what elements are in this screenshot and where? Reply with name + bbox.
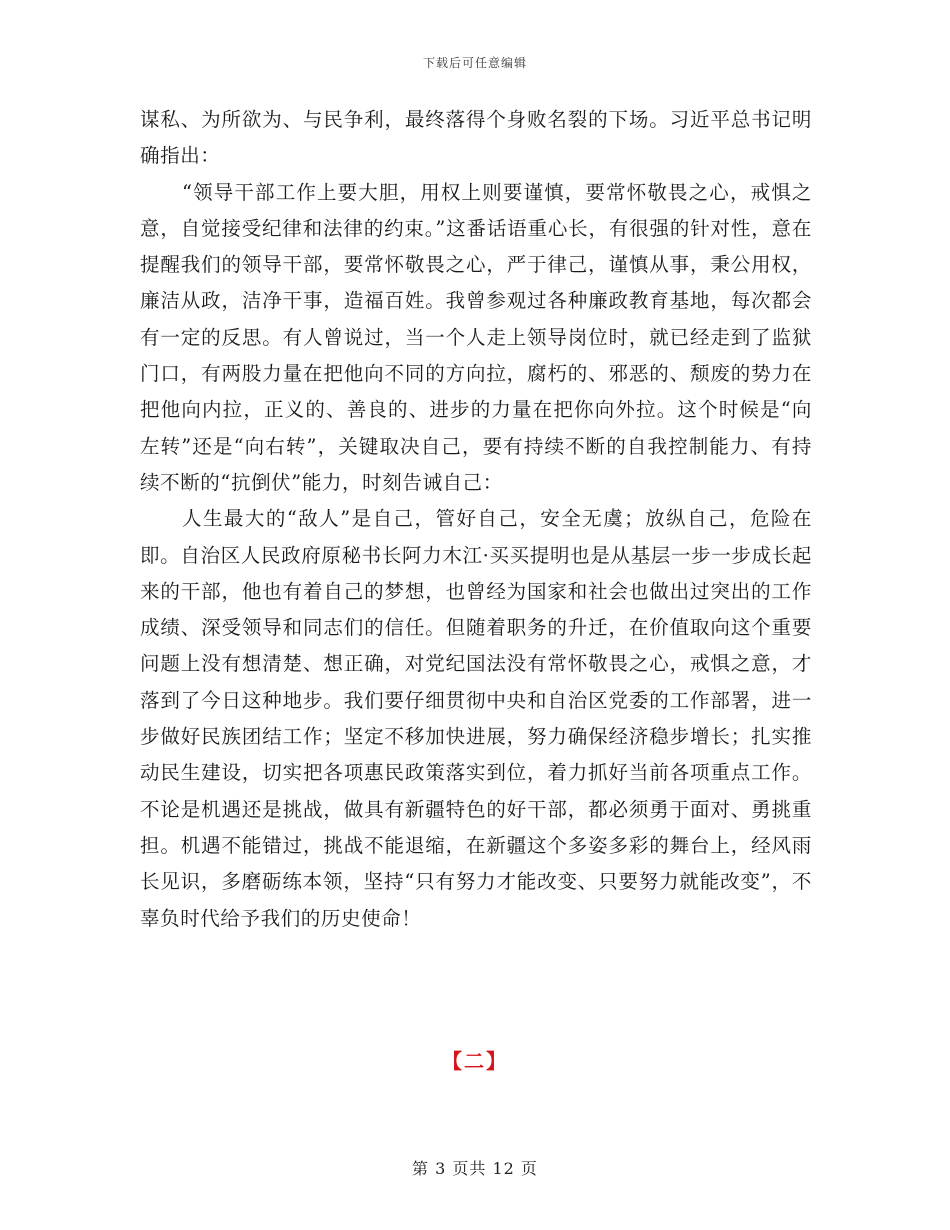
paragraph-2: “领导干部工作上要大胆，用权上则要谨慎，要常怀敬畏之心，戒惧之意，自觉接受纪律和法律的约束。”这番话语重心长，有很强的针对性，意在提醒我们的领导干部，要常怀敬畏之心，严于律己，谨慎从事，秉公用权，廉洁从政，洁净干事，造福百姓。我曾参观过各种廉政教育基地，每次都会有一定的反思。有人曾说过，当一个人走上领导岗位时，就已经走到了监狱门口，有两股力量在把他向不同的方向拉，腐朽的、邪恶的、颓废的势力在把他向内拉，正义的、善良的、进步的力量在把你向外拉。这个时候是“向左转”还是“向右转”，关键取决自己，要有持续不断的自我控制能力、有持续不断的“抗倒伏”能力，时刻告诫自己： — [140, 180, 812, 494]
paragraph-1: 谋私、为所欲为、与民争利，最终落得个身败名裂的下场。习近平总书记明确指出： — [140, 108, 812, 168]
page-header-note: 下载后可任意编辑 — [422, 56, 527, 70]
section-marker: 【二】 — [442, 1049, 508, 1073]
document-body — [140, 102, 812, 937]
page-number: 第 3 页共 12 页 — [412, 1159, 538, 1178]
paragraph-3: 人生最大的“敌人”是自己，管好自己，安全无虞；放纵自己，危险在即。自治区人民政府原秘书长阿力木江·买买提明也是从基层一步一步成长起来的干部，他也有着自己的梦想，也曾经为国家和社会也做出过突出的工作成绩、深受领导和同志们的信任。但随着职务的升迁，在价值取向这个重要问题上没有想清楚、想正确，对党纪国法没有常怀敬畏之心，戒惧之意，才落到了今日这种地步。我们要仔细贯彻中央和自治区党委的工作部署，进一步做好民族团结工作；坚定不移加快进展，努力确保经济稳步增长；扎实推动民生建设，切实把各项惠民政策落实到位，着力抓好当前各项重点工作。不论是机遇还是挑战，做具有新疆特色的好干部，都必须勇于面对、勇挑重担。机遇不能错过，挑战不能退缩，在新疆这个多姿多彩的舞台上，经风雨长见识，多磨砺练本领，坚持“只有努力才能改变、只要努力就能改变”，不辜负时代给予我们的历史使命！ — [140, 507, 812, 930]
